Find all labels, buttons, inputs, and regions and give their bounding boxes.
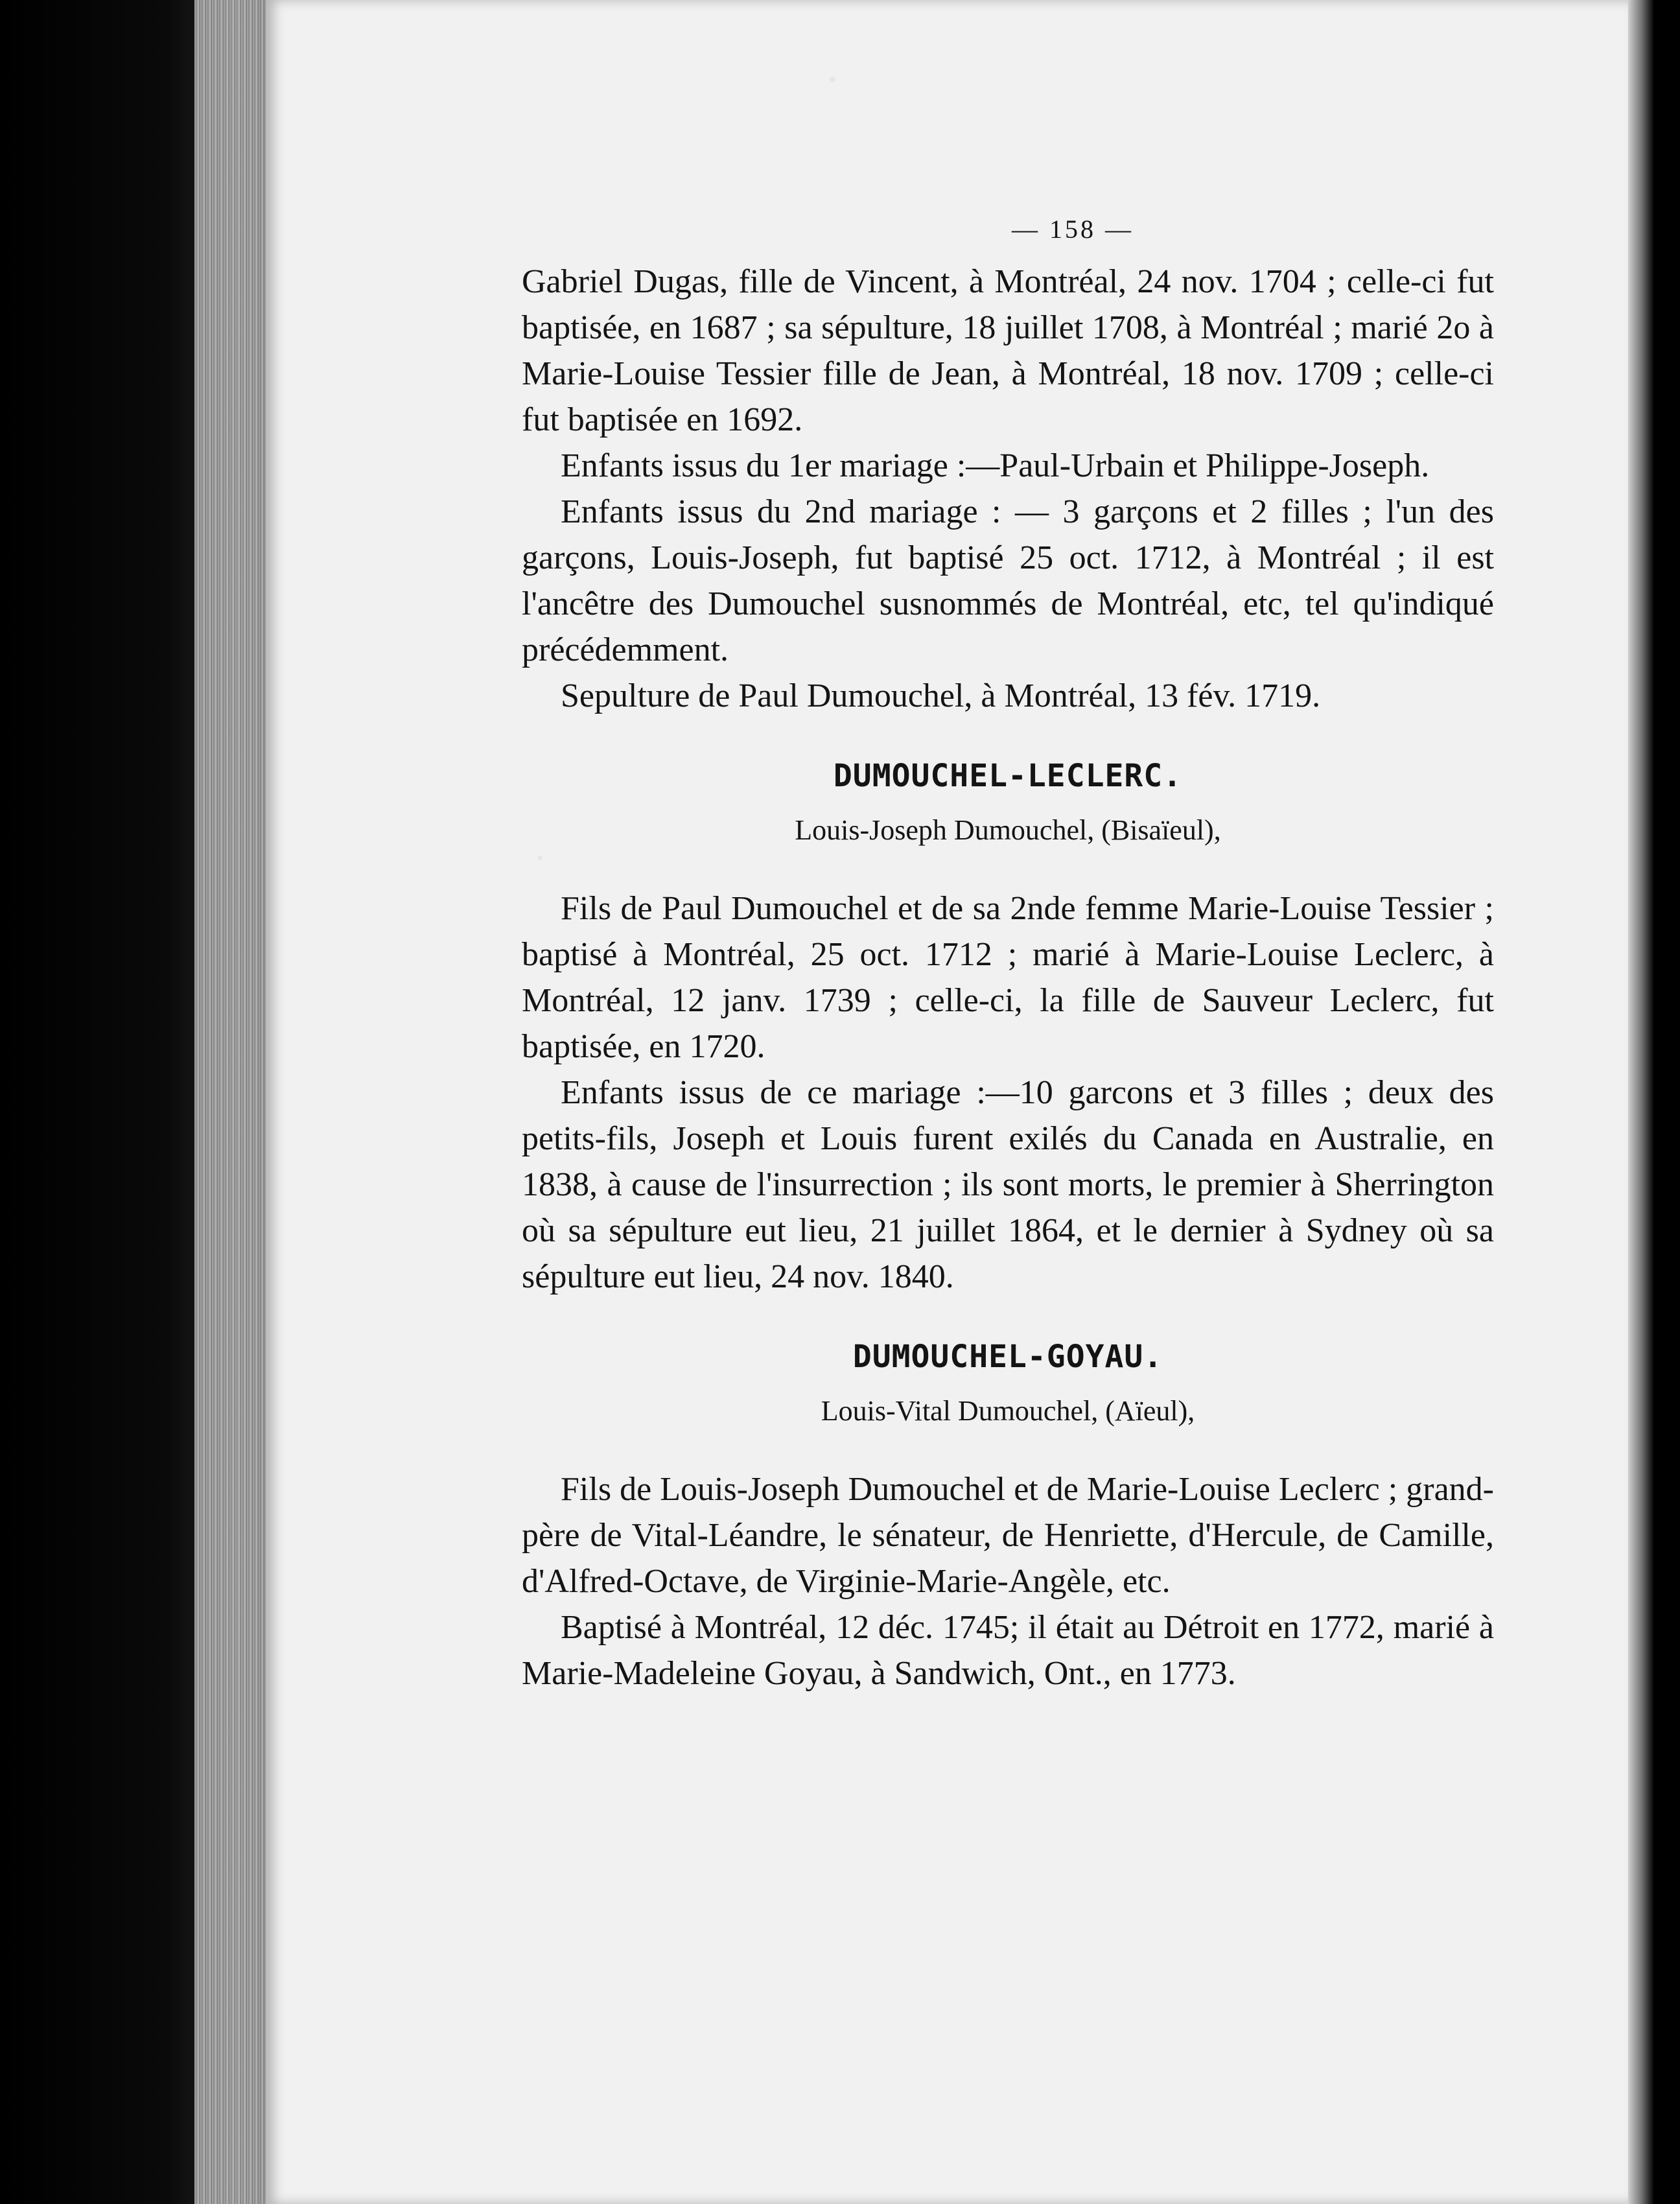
page-edges-binding	[194, 0, 266, 2204]
section-title-dumouchel-leclerc: DUMOUCHEL-LECLERC.	[833, 758, 1183, 794]
section-subtitle: Louis-Joseph Dumouchel, (Bisaïeul),	[795, 814, 1221, 846]
paragraph: Baptisé à Montréal, 12 déc. 1745; il était au Détroit en 1772, marié à Marie-Madeleine Goyau, à Sandwich, Ont., en 1773.	[522, 1609, 1494, 1692]
paragraph: Enfants issus du 1er mariage :—Paul-Urbain et Philippe-Joseph.	[561, 447, 1430, 484]
page-number: — 158 —	[1012, 215, 1134, 244]
paragraph: Enfants issus de ce mariage :—10 garcons et 3 filles ; deux des petits-fils, Joseph et Louis furent exilés du Canada en Australie, en 1838, à cause de l'insurrection ; ils sont morts, le premier à Sherrington où sa sépulture eut lieu, 21 juillet 1864, et le dernier à Sydney où sa sépulture eut lieu, 24 nov. 1840.	[522, 1074, 1494, 1295]
right-page-edge	[1628, 0, 1680, 2204]
section-subtitle: Louis-Vital Dumouchel, (Aïeul),	[821, 1395, 1195, 1427]
paragraph: Fils de Louis-Joseph Dumouchel et de Marie-Louise Leclerc ; grand-père de Vital-Léandre, le sénateur, de Henriette, d'Hercule, de Camille, d'Alfred-Octave, de Virginie-Marie-Angèle, etc.	[522, 1471, 1494, 1600]
paragraph: Fils de Paul Dumouchel et de sa 2nde femme Marie-Louise Tessier ; baptisé à Montréal, 25 oct. 1712 ; marié à Marie-Louise Leclerc, à Montréal, 12 janv. 1739 ; celle-ci, la fille de Sauveur Leclerc, fut baptisée, en 1720.	[522, 890, 1494, 1065]
paragraph: Sepulture de Paul Dumouchel, à Montréal, 13 fév. 1719.	[561, 677, 1321, 714]
page-content	[522, 214, 1494, 1696]
section-title-dumouchel-goyau: DUMOUCHEL-GOYAU.	[852, 1339, 1163, 1375]
paragraph: Enfants issus du 2nd mariage : — 3 garçons et 2 filles ; l'un des garçons, Louis-Joseph, fut baptisé 25 oct. 1712, à Montréal ; il est l'ancêtre des Dumouchel susnommés de Montréal, etc, tel qu'indiqué précédemment.	[522, 493, 1494, 668]
paper-speck	[830, 76, 835, 82]
paragraph: Gabriel Dugas, fille de Vincent, à Montréal, 24 nov. 1704 ; celle-ci fut baptisée, en 1687 ; sa sépulture, 18 juillet 1708, à Montréal ; marié 2o à Marie-Louise Tessier fille de Jean, à Montréal, 18 nov. 1709 ; celle-ci fut baptisée en 1692.	[522, 263, 1494, 438]
book-page	[266, 0, 1628, 2204]
